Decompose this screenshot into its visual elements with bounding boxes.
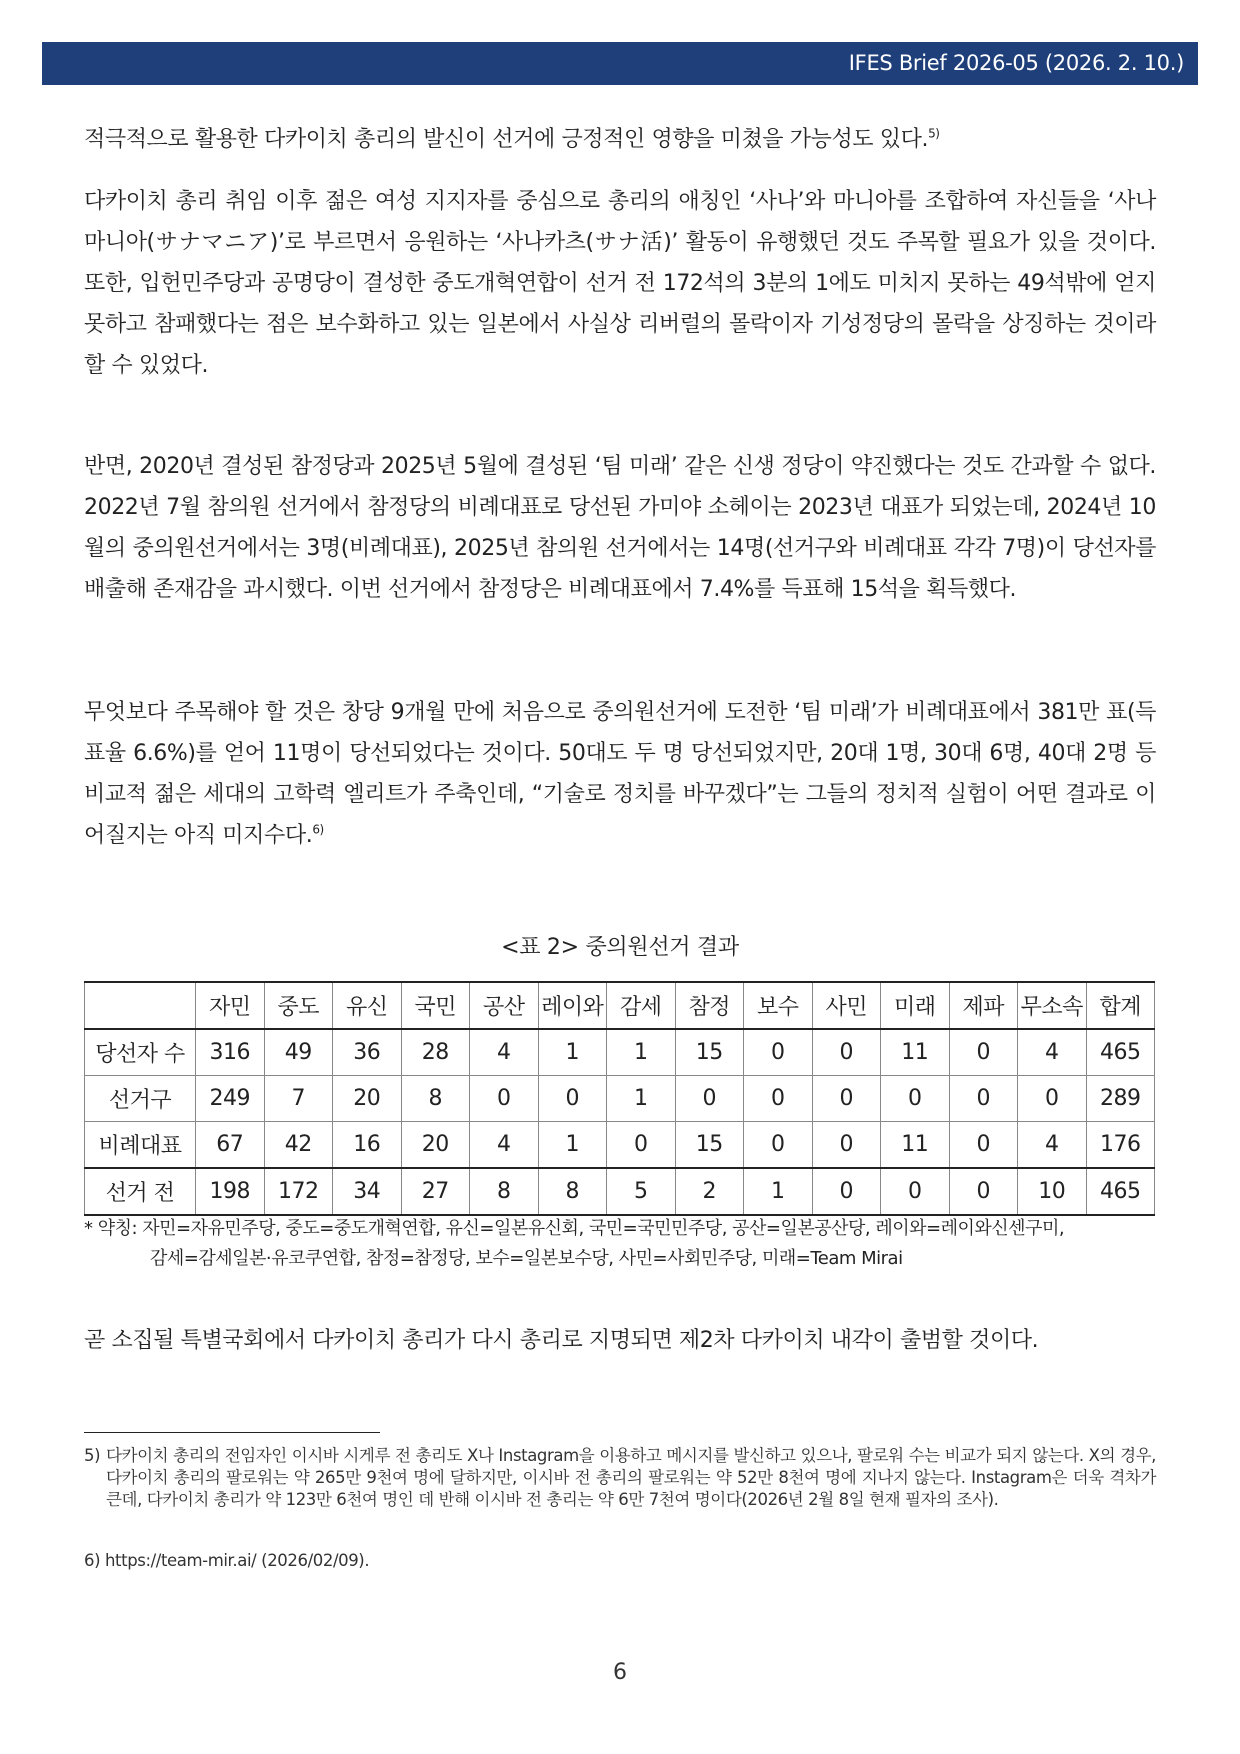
column-header: 자민 <box>196 982 265 1029</box>
paragraph-3: 반면, 2020년 결성된 참정당과 2025년 5월에 결성된 ‘팀 미래’ 같은 신생 정당이 약진했다는 것도 간과할 수 없다. 2022년 7월 참의원 선거에서 참정당의 비례대표로 당선된 가미야 소헤이는 2023년 대표가 되었는데, 2024년 10월의 중의원선거에서는 3명(비례대표), 2025년 참의원 선거에서는 14명(선거구와 비례대표 각각 7명)이 당선자를 배출해 존재감을 과시했다. 이번 선거에서 참정당은 비례대표에서 7.4%를 득표해 15석을 획득했다. <box>84 454 1156 602</box>
table-cell: 1 <box>744 1168 813 1215</box>
row-label: 선거구 <box>85 1076 196 1122</box>
column-header: 미래 <box>881 982 950 1029</box>
table-cell: 465 <box>1086 1168 1155 1215</box>
table-cell: 0 <box>1018 1076 1087 1122</box>
election-results-table <box>84 981 1155 1216</box>
table-cell: 49 <box>264 1029 333 1076</box>
header-title: IFES Brief 2026-05 (2026. 2. 10.) <box>848 51 1184 75</box>
table-cell: 20 <box>401 1122 470 1169</box>
table-cell: 0 <box>470 1076 539 1122</box>
table-cell: 11 <box>881 1029 950 1076</box>
table-cell: 11 <box>881 1122 950 1169</box>
table-cell: 4 <box>1018 1029 1087 1076</box>
paragraph-4-text: 무엇보다 주목해야 할 것은 창당 9개월 만에 처음으로 중의원선거에 도전한 ‘팀 미래’가 비례대표에서 381만 표(득표율 6.6%)를 얻어 11명이 당선되었다는 것이다. 50대도 두 명 당선되었지만, 20대 1명, 30대 6명, 40대 2명 등 비교적 젊은 세대의 고학력 엘리트가 주축인데, “기술로 정치를 바꾸겠다”는 그들의 정치적 실험이 어떤 결과로 이어질지는 아직 미지수다. <box>84 700 1156 848</box>
footnote-5-number: 5) <box>84 1446 101 1465</box>
footnote-5-text: 다카이치 총리의 전임자인 이시바 시게루 전 총리도 X나 Instagram을 이용하고 메시지를 발신하고 있으나, 팔로워 수는 비교가 되지 않는다. X의 경우, 다카이치 총리의 팔로워는 약 265만 9천여 명에 달하지만, 이시바 전 총리의 팔로워는 약 52만 8천여 명에 지나지 않는다. Instagram은 더욱 격차가 큰데, 다카이치 총리가 약 123만 6천여 명인 데 반해 이시바 전 총리는 약 6만 7천여 명이다(2026년 2월 8일 현재 필자의 조사). <box>106 1446 1156 1509</box>
table-cell: 0 <box>744 1076 813 1122</box>
table-cell: 0 <box>949 1168 1018 1215</box>
table-cell: 4 <box>1018 1122 1087 1169</box>
table-cell: 0 <box>744 1029 813 1076</box>
table-header-row <box>85 982 1155 1029</box>
paragraph-2: 다카이치 총리 취임 이후 젊은 여성 지지자를 중심으로 총리의 애칭인 ‘사나’와 마니아를 조합하여 자신들을 ‘사나 마니아(サナマニア)’로 부르면서 응원하는 ‘사나카츠(サナ活)’ 활동이 유행했던 것도 주목할 필요가 있을 것이다. 또한, 입헌민주당과 공명당이 결성한 중도개혁연합이 선거 전 172석의 3분의 1에도 미치지 못하는 49석밖에 얻지 못하고 참패했다는 점은 보수화하고 있는 일본에서 사실상 리버럴의 몰락이자 기성정당의 몰락을 상징하는 것이라 할 수 있었다. <box>84 189 1156 378</box>
paragraph-1-text: 적극적으로 활용한 다카이치 총리의 발신이 선거에 긍정적인 영향을 미쳤을 가능성도 있다. <box>84 127 929 152</box>
row-label: 비례대표 <box>85 1122 196 1169</box>
table-cell: 0 <box>607 1122 676 1169</box>
column-header: 감세 <box>607 982 676 1029</box>
column-header: 무소속 <box>1018 982 1087 1029</box>
column-header: 유신 <box>333 982 402 1029</box>
paragraph-1 <box>84 119 1156 160</box>
paragraph-5: 곧 소집될 특별국회에서 다카이치 총리가 다시 총리로 지명되면 제2차 다카이치 내각이 출범할 것이다. <box>84 1328 1039 1353</box>
table-cell: 20 <box>333 1076 402 1122</box>
table-cell: 8 <box>401 1076 470 1122</box>
table-cell: 5 <box>607 1168 676 1215</box>
paragraph-4 <box>84 692 1156 856</box>
footnote-5 <box>84 1445 1156 1511</box>
table-note-line-2: 감세=감세일본·유코쿠연합, 참정=참정당, 보수=일본보수당, 사민=사회민주당, 미래=Team Mirai <box>150 1248 903 1269</box>
table-cell: 249 <box>196 1076 265 1122</box>
table-cell: 0 <box>949 1122 1018 1169</box>
table-row <box>85 1029 1155 1076</box>
table-cell: 15 <box>675 1122 744 1169</box>
table-cell: 27 <box>401 1168 470 1215</box>
table-cell: 0 <box>881 1168 950 1215</box>
table-cell: 465 <box>1086 1029 1155 1076</box>
table-cell: 1 <box>538 1029 607 1076</box>
table-cell: 10 <box>1018 1168 1087 1215</box>
table-cell: 7 <box>264 1076 333 1122</box>
column-header: 제파 <box>949 982 1018 1029</box>
table-cell: 316 <box>196 1029 265 1076</box>
table-row <box>85 1122 1155 1169</box>
table-cell: 289 <box>1086 1076 1155 1122</box>
table-cell: 4 <box>470 1029 539 1076</box>
table-cell: 0 <box>881 1076 950 1122</box>
table-cell: 2 <box>675 1168 744 1215</box>
table-cell: 67 <box>196 1122 265 1169</box>
column-header: 사민 <box>812 982 881 1029</box>
table-cell: 1 <box>607 1029 676 1076</box>
header-bar <box>42 42 1198 85</box>
table-cell: 0 <box>949 1076 1018 1122</box>
table-cell: 8 <box>470 1168 539 1215</box>
table-cell: 4 <box>470 1122 539 1169</box>
page-number: 6 <box>613 1660 627 1685</box>
footnote-ref-6[interactable]: 6) <box>312 822 324 837</box>
footnote-6-link[interactable]: https://team-mir.ai/ (2026/02/09). <box>105 1551 370 1570</box>
table-cell: 0 <box>949 1029 1018 1076</box>
table-cell: 172 <box>264 1168 333 1215</box>
column-header: 참정 <box>675 982 744 1029</box>
table-row <box>85 1168 1155 1215</box>
table-row <box>85 1076 1155 1122</box>
table-cell: 8 <box>538 1168 607 1215</box>
table-cell: 1 <box>538 1122 607 1169</box>
table-cell: 176 <box>1086 1122 1155 1169</box>
row-label: 당선자 수 <box>85 1029 196 1076</box>
footnote-divider <box>84 1432 380 1433</box>
table-cell: 15 <box>675 1029 744 1076</box>
table-cell: 0 <box>812 1122 881 1169</box>
footnote-6 <box>84 1550 1156 1572</box>
column-header: 보수 <box>744 982 813 1029</box>
table-cell: 0 <box>812 1168 881 1215</box>
table-corner-cell <box>85 982 196 1029</box>
table-cell: 198 <box>196 1168 265 1215</box>
table-cell: 42 <box>264 1122 333 1169</box>
row-label: 선거 전 <box>85 1168 196 1215</box>
table-cell: 16 <box>333 1122 402 1169</box>
column-header: 레이와 <box>538 982 607 1029</box>
table-cell: 0 <box>538 1076 607 1122</box>
table-cell: 0 <box>744 1122 813 1169</box>
column-header: 국민 <box>401 982 470 1029</box>
table-cell: 36 <box>333 1029 402 1076</box>
table-cell: 1 <box>607 1076 676 1122</box>
footnote-6-number: 6) <box>84 1551 101 1570</box>
column-header: 공산 <box>470 982 539 1029</box>
table-cell: 0 <box>812 1076 881 1122</box>
footnote-ref-5[interactable]: 5) <box>928 126 940 141</box>
table-cell: 0 <box>675 1076 744 1122</box>
column-header: 중도 <box>264 982 333 1029</box>
table-note <box>84 1214 1164 1274</box>
table-cell: 28 <box>401 1029 470 1076</box>
table-caption: <표 2> 중의원선거 결과 <box>501 935 739 960</box>
column-header: 합계 <box>1086 982 1155 1029</box>
table-cell: 34 <box>333 1168 402 1215</box>
table-cell: 0 <box>812 1029 881 1076</box>
table-note-line-1: * 약칭: 자민=자유민주당, 중도=중도개혁연합, 유신=일본유신회, 국민=국민민주당, 공산=일본공산당, 레이와=레이와신센구미, <box>84 1218 1065 1239</box>
